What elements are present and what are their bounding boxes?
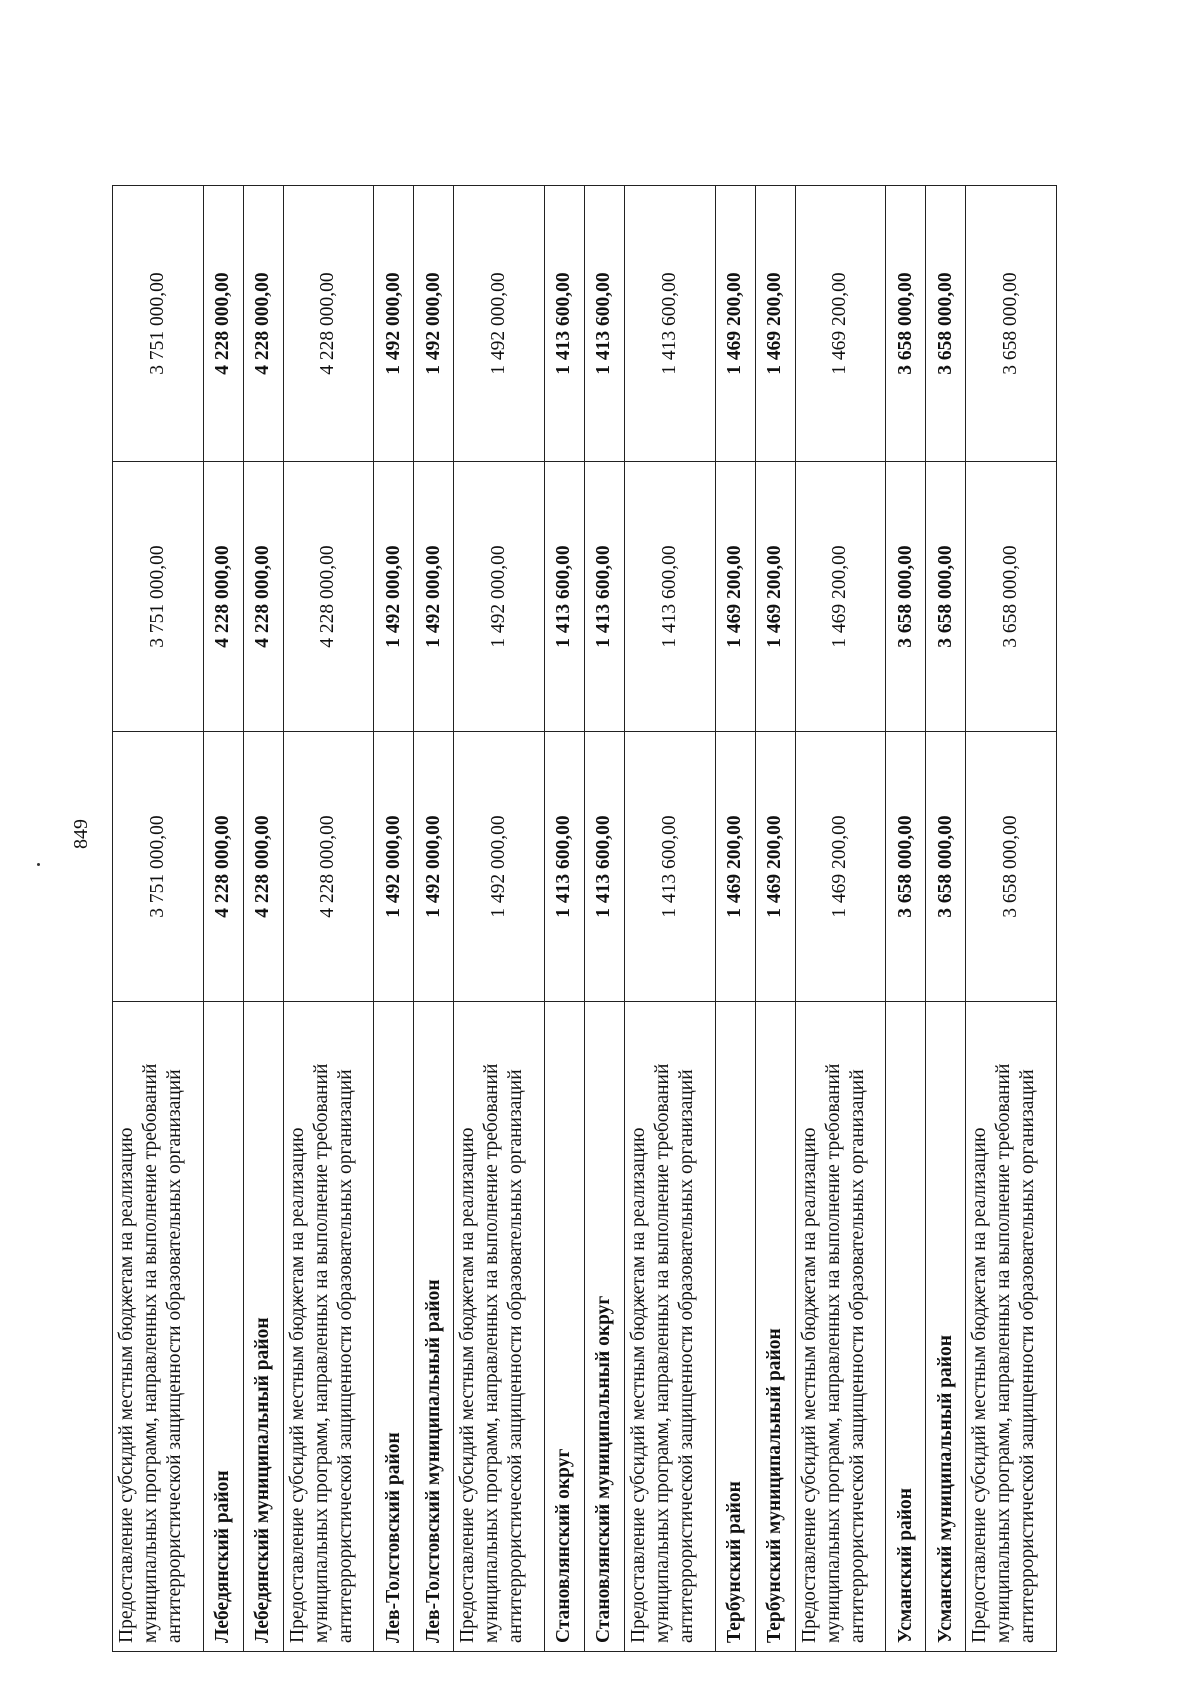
row-value-2: 3 658 000,00	[966, 462, 1057, 732]
table-container	[112, 186, 1057, 1652]
row-value-1: 3 658 000,00	[886, 732, 926, 1002]
row-value-1: 4 228 000,00	[243, 732, 283, 1002]
row-description: Предоставление субсидий местным бюджетам на реализацию муниципальных программ, направленных на выполнение требований антитеррористической защищенности образовательных организаций	[113, 1002, 204, 1652]
row-value-2: 3 658 000,00	[926, 462, 966, 732]
row-value-3: 1 413 600,00	[624, 186, 715, 462]
page-number: 849	[70, 819, 92, 849]
row-value-2: 3 658 000,00	[886, 462, 926, 732]
row-value-1: 1 413 600,00	[624, 732, 715, 1002]
row-value-2: 1 413 600,00	[584, 462, 624, 732]
row-value-2: 1 469 200,00	[755, 462, 795, 732]
row-value-3: 1 413 600,00	[544, 186, 584, 462]
table-row-subsidy	[795, 186, 886, 1652]
row-value-1: 1 492 000,00	[414, 732, 454, 1002]
row-value-2: 4 228 000,00	[243, 462, 283, 732]
row-description: Становлянский округ	[544, 1002, 584, 1652]
row-value-1: 1 469 200,00	[715, 732, 755, 1002]
table-row-subsidy	[966, 186, 1057, 1652]
row-value-2: 1 469 200,00	[795, 462, 886, 732]
row-value-3: 1 469 200,00	[795, 186, 886, 462]
row-description: Лебедянский муниципальный район	[243, 1002, 283, 1652]
row-value-2: 1 492 000,00	[454, 462, 545, 732]
row-value-3: 3 658 000,00	[966, 186, 1057, 462]
row-value-3: 1 413 600,00	[584, 186, 624, 462]
row-description: Лев-Толстовский муниципальный район	[414, 1002, 454, 1652]
row-value-1: 1 469 200,00	[795, 732, 886, 1002]
row-value-3: 3 658 000,00	[886, 186, 926, 462]
row-description: Предоставление субсидий местным бюджетам на реализацию муниципальных программ, направленных на выполнение требований антитеррористической защищенности образовательных организаций	[283, 1002, 374, 1652]
row-value-3: 4 228 000,00	[243, 186, 283, 462]
rotated-table-wrapper	[112, 186, 1057, 1652]
row-value-3: 4 228 000,00	[283, 186, 374, 462]
row-value-2: 1 492 000,00	[414, 462, 454, 732]
row-value-2: 4 228 000,00	[203, 462, 243, 732]
row-value-2: 3 751 000,00	[113, 462, 204, 732]
table-row-subsidy	[624, 186, 715, 1652]
row-description: Тербунский муниципальный район	[755, 1002, 795, 1652]
budget-table-body	[113, 186, 1057, 1652]
table-row-region	[926, 186, 966, 1652]
table-row-region	[203, 186, 243, 1652]
row-value-1: 4 228 000,00	[203, 732, 243, 1002]
table-row-region	[886, 186, 926, 1652]
scan-speck	[37, 863, 40, 866]
row-value-1: 3 658 000,00	[926, 732, 966, 1002]
row-description: Усманский район	[886, 1002, 926, 1652]
row-value-1: 3 658 000,00	[966, 732, 1057, 1002]
row-value-1: 3 751 000,00	[113, 732, 204, 1002]
table-row-region	[584, 186, 624, 1652]
row-value-1: 1 413 600,00	[544, 732, 584, 1002]
budget-table	[112, 185, 1057, 1652]
table-row-region	[414, 186, 454, 1652]
table-row-region	[715, 186, 755, 1652]
row-value-2: 1 492 000,00	[374, 462, 414, 732]
row-value-1: 1 469 200,00	[755, 732, 795, 1002]
row-value-3: 3 751 000,00	[113, 186, 204, 462]
table-row-region	[243, 186, 283, 1652]
row-description: Предоставление субсидий местным бюджетам на реализацию муниципальных программ, направленных на выполнение требований антитеррористической защищенности образовательных организаций	[624, 1002, 715, 1652]
table-row-subsidy	[454, 186, 545, 1652]
row-value-3: 1 469 200,00	[755, 186, 795, 462]
row-description: Лев-Толстовский район	[374, 1002, 414, 1652]
table-row-region	[544, 186, 584, 1652]
row-description: Усманский муниципальный район	[926, 1002, 966, 1652]
row-value-3: 3 658 000,00	[926, 186, 966, 462]
table-row-subsidy	[283, 186, 374, 1652]
row-value-1: 1 492 000,00	[454, 732, 545, 1002]
row-value-1: 4 228 000,00	[283, 732, 374, 1002]
row-value-2: 1 413 600,00	[624, 462, 715, 732]
row-value-3: 1 492 000,00	[414, 186, 454, 462]
row-value-3: 1 469 200,00	[715, 186, 755, 462]
row-value-1: 1 413 600,00	[584, 732, 624, 1002]
row-value-3: 1 492 000,00	[454, 186, 545, 462]
row-value-2: 1 413 600,00	[544, 462, 584, 732]
row-description: Лебедянский район	[203, 1002, 243, 1652]
row-value-2: 4 228 000,00	[283, 462, 374, 732]
table-row-subsidy	[113, 186, 204, 1652]
row-value-1: 1 492 000,00	[374, 732, 414, 1002]
row-description: Предоставление субсидий местным бюджетам на реализацию муниципальных программ, направленных на выполнение требований антитеррористической защищенности образовательных организаций	[966, 1002, 1057, 1652]
row-value-2: 1 469 200,00	[715, 462, 755, 732]
table-row-region	[755, 186, 795, 1652]
row-description: Становлянский муниципальный округ	[584, 1002, 624, 1652]
table-row-region	[374, 186, 414, 1652]
row-value-3: 4 228 000,00	[203, 186, 243, 462]
row-description: Предоставление субсидий местным бюджетам на реализацию муниципальных программ, направленных на выполнение требований антитеррористической защищенности образовательных организаций	[795, 1002, 886, 1652]
row-description: Тербунский район	[715, 1002, 755, 1652]
row-value-3: 1 492 000,00	[374, 186, 414, 462]
row-description: Предоставление субсидий местным бюджетам на реализацию муниципальных программ, направленных на выполнение требований антитеррористической защищенности образовательных организаций	[454, 1002, 545, 1652]
